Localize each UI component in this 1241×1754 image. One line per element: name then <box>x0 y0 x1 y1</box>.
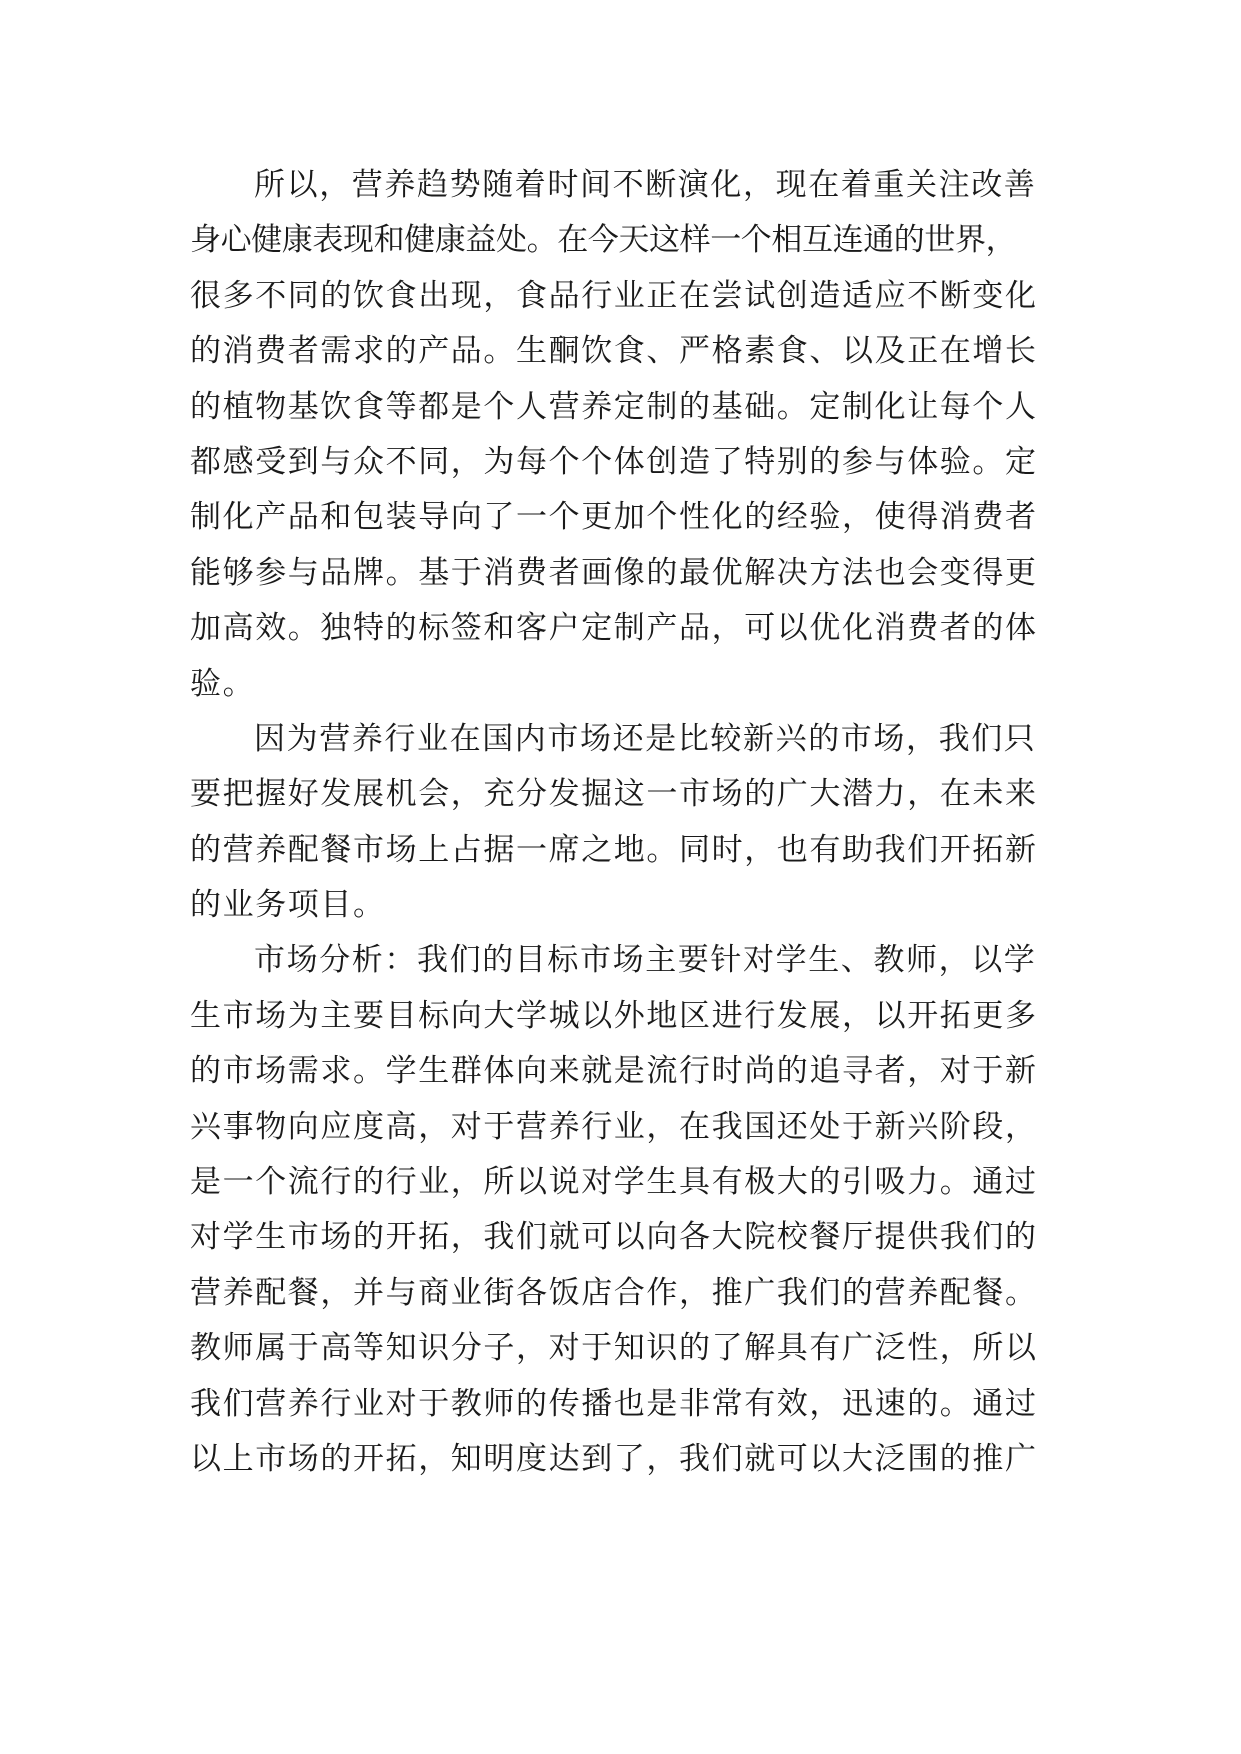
paragraph-1-line-4: 的消费者需求的产品。生酮饮食、严格素食、以及正在增长 <box>190 333 1038 370</box>
body-text <box>190 158 1090 1487</box>
paragraph-2-line-3: 的营养配餐市场上占据一席之地。同时，也有助我们开拓新 <box>190 831 1038 868</box>
paragraph-1-line-9: 加高效。独特的标签和客户定制产品，可以优化消费者的体 <box>190 610 1038 647</box>
paragraph-1-line-8: 能够参与品牌。基于消费者画像的最优解决方法也会变得更 <box>190 554 1038 591</box>
paragraph-2-line-4: 的业务项目。 <box>190 887 386 924</box>
paragraph-3-line-7: 营养配餐，并与商业街各饭店合作，推广我们的营养配餐。 <box>190 1274 1038 1311</box>
paragraph-3-line-5: 是一个流行的行业，所以说对学生具有极大的引吸力。通过 <box>190 1164 1038 1201</box>
paragraph-3-line-4: 兴事物向应度高，对于营养行业，在我国还处于新兴阶段， <box>190 1108 1038 1145</box>
paragraph-1-line-2: 身心健康表现和健康益处。在今天这样一个相互连通的世界， <box>190 222 1017 259</box>
paragraph-1-line-1: 所以，营养趋势随着时间不断演化，现在着重关注改善 <box>254 167 1037 203</box>
paragraph-3-line-8: 教师属于高等知识分子，对于知识的了解具有广泛性，所以 <box>190 1330 1038 1367</box>
paragraph-3-line-9: 我们营养行业对于教师的传播也是非常有效，迅速的。通过 <box>190 1385 1038 1422</box>
paragraph-1-line-7: 制化产品和包装导向了一个更加个性化的经验，使得消费者 <box>190 499 1038 536</box>
paragraph-3-line-3: 的市场需求。学生群体向来就是流行时尚的追寻者，对于新 <box>190 1053 1038 1090</box>
paragraph-1-line-5: 的植物基饮食等都是个人营养定制的基础。定制化让每个人 <box>190 388 1038 425</box>
paragraph-1-line-10: 验。 <box>190 665 256 702</box>
paragraph-3-line-6: 对学生市场的开拓，我们就可以向各大院校餐厅提供我们的 <box>190 1219 1038 1256</box>
paragraph-1-line-6: 都感受到与众不同，为每个个体创造了特别的参与体验。定 <box>190 443 1038 480</box>
paragraph-3-line-10: 以上市场的开拓，知明度达到了，我们就可以大泛围的推广 <box>190 1440 1038 1477</box>
paragraph-3-line-1: 市场分析：我们的目标市场主要针对学生、教师，以学 <box>254 942 1037 979</box>
paragraph-1-line-3: 很多不同的饮食出现，食品行业正在尝试创造适应不断变化 <box>190 277 1038 314</box>
paragraph-2-line-1: 因为营养行业在国内市场还是比较新兴的市场，我们只 <box>254 720 1037 757</box>
paragraph-3-line-2: 生市场为主要目标向大学城以外地区进行发展，以开拓更多 <box>190 997 1038 1034</box>
paragraph-2-line-2: 要把握好发展机会，充分发掘这一市场的广大潜力，在未来 <box>190 776 1038 813</box>
